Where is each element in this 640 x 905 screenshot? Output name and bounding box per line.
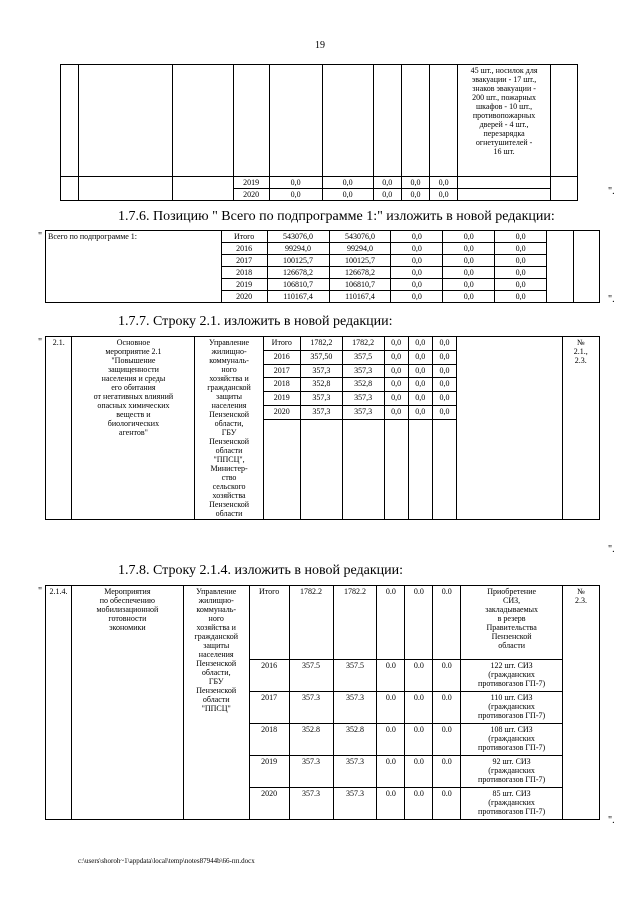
text-line: жилищно- [198, 596, 234, 605]
text-line: Правительства [486, 623, 537, 632]
text-line: мероприятие 2.1 [105, 347, 162, 356]
text-line: защиты [203, 641, 230, 650]
text-line: населения и среды [101, 374, 166, 383]
text-line: области [215, 509, 243, 518]
text-line: (гражданских [488, 670, 535, 679]
text-line: № [576, 338, 585, 347]
text-line: коммуналь- [196, 605, 237, 614]
text-line: хозяйства и [209, 374, 249, 383]
text-line: "ППСЦ", [213, 455, 245, 464]
text-line: 110 шт. СИЗ [490, 693, 533, 702]
note-cell [461, 756, 563, 788]
text-line: хозяйства [212, 491, 246, 500]
section-heading-1-7-7: 1.7.7. Строку 2.1. изложить в новой редакции: [118, 314, 393, 329]
measure-name [72, 337, 195, 520]
text-line: огнетушителей - [475, 138, 533, 147]
text-line: закладываемых [485, 605, 538, 614]
text-line: от негативных влияний [93, 392, 174, 401]
text-line: Управление [208, 338, 250, 347]
note-cell [458, 65, 551, 177]
text-line: 16 шт. [493, 147, 515, 156]
text-line: сельского [212, 482, 246, 491]
text-line: (гражданских [488, 766, 535, 775]
text-line: биологических [107, 419, 160, 428]
text-line: мобилизационной [96, 605, 159, 614]
text-line: ство [221, 473, 237, 482]
subprogram-total-table: Всего по подпрограмме 1: Итого 543076,0 543076,0 0,0 0,0 0,0 2016 99294,0 99294,0 0,0 0,0 0,0 2017 100125,7 100125,7 0,0 0,0 0,0 2018 126678,2 126678,2 0,0 0,0 0,0 2019 106810,7 106810,7 0,0 0,0 0,0 2020 110167,4 110167,4 0,0 0,0 0,0 [45, 230, 600, 303]
executor [183, 586, 249, 820]
text-line: Пензенской [196, 659, 237, 668]
text-line: экономики [109, 623, 146, 632]
text-line: области [202, 695, 230, 704]
text-line: населения [198, 650, 234, 659]
table-row: 2019 0,0 0,0 0,0 0,0 0,0 [61, 177, 578, 189]
text-line: агентов" [118, 428, 148, 437]
text-line: № [577, 587, 585, 596]
page-number: 19 [315, 40, 325, 51]
text-line: Управление [196, 587, 237, 596]
text-line: 2.3. [574, 356, 587, 365]
text-line: перезарядка [483, 129, 525, 138]
row-2-1-table: 2.1. Основное мероприятие 2.1 "Повышение защищенности населения и среды его обитания от негативных влияний опасных химических веществ и биологических агентов" Управление жилищно- коммуналь- ного хозяйства и гражданской защиты населения Пензенской области, ГБУ Пензенской области "ППСЦ", Министер- ство сельского хозяйства Пензенской области Итого 1782,2 1782,2 0,0 0,0 0,0 № 2.1., 2.3. 2016 357,50 357,5 0,0 0,0 0,0 2017 357,3 357,3 0,0 0,0 0,0 2018 352,8 352,8 0,0 0,0 0,0 2019 357,3 357,3 0,0 0,0 0,0 2020 357,3 357,3 0,0 0,0 0,0 [45, 336, 600, 520]
text-line: 92 шт. СИЗ [492, 757, 531, 766]
text-line: Пензенской [491, 632, 532, 641]
text-line: готовности [108, 614, 147, 623]
section-heading-1-7-8: 1.7.8. Строку 2.1.4. изложить в новой редакции: [118, 563, 404, 578]
text-line: 200 шт., пожарных [472, 93, 536, 102]
text-line: в резерв [497, 614, 526, 623]
text-line: Министер- [210, 464, 248, 473]
text-line: "Повышение [111, 356, 156, 365]
text-line: 2.1., [573, 347, 588, 356]
close-quote: ". [608, 544, 615, 555]
note-cell [461, 788, 563, 820]
text-line: противогазов ГП-7) [478, 711, 546, 720]
text-line: шкафов - 10 шт., [475, 102, 533, 111]
text-line: Пензенской [209, 410, 250, 419]
text-line: Мероприятия [104, 587, 151, 596]
text-line: защищенности [107, 365, 159, 374]
text-line: хозяйства и [196, 623, 236, 632]
text-line: жилищно- [211, 347, 247, 356]
text-line: ного [221, 365, 237, 374]
text-line: опасных химических [97, 401, 170, 410]
text-line: эвакуации - 17 шт., [471, 75, 537, 84]
text-line: 45 шт., носилок для [470, 66, 538, 75]
text-line: области, [201, 668, 231, 677]
text-line: Основное [116, 338, 151, 347]
note-cell [461, 724, 563, 756]
text-line: 122 шт. СИЗ [490, 661, 533, 670]
text-line: противогазов ГП-7) [478, 775, 546, 784]
text-line: ГБУ [221, 428, 237, 437]
table-row: 2020 0,0 0,0 0,0 0,0 0,0 [61, 189, 578, 201]
text-line: гражданской [194, 632, 238, 641]
measure-name [71, 586, 183, 820]
text-line: дверей - 4 шт., [479, 120, 529, 129]
note-cell [461, 692, 563, 724]
open-quote: " [38, 231, 43, 242]
text-line: Пензенской [196, 686, 237, 695]
reference [562, 337, 599, 520]
text-line: противопожарных [472, 111, 536, 120]
text-line: веществ и [116, 410, 151, 419]
text-line: (гражданских [488, 734, 535, 743]
row-number: 2.1.4. [46, 586, 72, 820]
text-line: (гражданских [488, 702, 535, 711]
file-path-footer: c:\users\shoroh~1\appdata\local\temp\notes87944b\66-пп.docx [78, 857, 255, 865]
text-line: Приобретение [487, 587, 537, 596]
text-line: Пензенской [209, 437, 250, 446]
text-line: его обитания [111, 383, 156, 392]
close-quote: ". [608, 815, 615, 826]
text-line: Пензенской [209, 500, 250, 509]
text-line: 85 шт. СИЗ [492, 789, 531, 798]
text-line: ного [208, 614, 224, 623]
text-line: гражданской [207, 383, 251, 392]
row-2-1-4-table: 2.1.4. Мероприятия по обеспечению мобилизационной готовности экономики Управление жилищно- коммуналь- ного хозяйства и гражданской защиты населения Пензенской области, ГБУ Пензенской области "ППСЦ" Итого 1782.2 1782.2 0.0 0.0 0.0 Приобретение СИЗ, закладываемых в резерв Правительства Пензенской области № 2.3. 2016 357.5 357.5 0.0 0.0 0.0 122 шт. СИЗ (гражданских противогазов ГП-7) 2017 357.3 357.3 0.0 0.0 0.0 110 шт. СИЗ (гражданских противогазов ГП-7) 2018 352.8 352.8 0.0 0.0 0.0 108 шт. СИЗ (гражданских противогазов ГП-7) 2019 357.3 357.3 0.0 0.0 0.0 92 шт. СИЗ (гражданских противогазов ГП-7) 2020 357.3 357.3 0.0 0.0 0.0 85 шт. СИЗ (гражданских противогазов ГП-7) [45, 585, 600, 820]
open-quote: " [38, 586, 43, 597]
row-number: 2.1. [46, 337, 72, 520]
text-line: ГБУ [208, 677, 224, 686]
text-line: населения [211, 401, 247, 410]
section-heading-1-7-6: 1.7.6. Позицию " Всего по подпрограмме 1:" изложить в новой редакции: [118, 209, 555, 224]
text-line: по обеспечению [99, 596, 156, 605]
text-line: противогазов ГП-7) [478, 807, 546, 816]
text-line: защиты [216, 392, 243, 401]
subprogram-label: Всего по подпрограмме 1: [46, 231, 222, 303]
text-line: коммуналь- [209, 356, 249, 365]
text-line: 108 шт. СИЗ [490, 725, 533, 734]
text-line: области [498, 641, 525, 650]
text-line: 2.3. [575, 596, 587, 605]
text-line: СИЗ, [503, 596, 521, 605]
close-quote: ". [608, 186, 615, 197]
executor [195, 337, 263, 520]
reference [563, 586, 600, 820]
text-line: (гражданских [488, 798, 535, 807]
text-line: противогазов ГП-7) [478, 743, 546, 752]
note-cell [461, 586, 563, 660]
close-quote: ". [608, 294, 615, 305]
text-line: знаков эвакуации - [472, 84, 536, 93]
text-line: "ППСЦ" [201, 704, 231, 713]
text-line: области [215, 446, 243, 455]
open-quote: " [38, 337, 43, 348]
text-line: противогазов ГП-7) [478, 679, 546, 688]
text-line: области, [214, 419, 244, 428]
note-cell [461, 660, 563, 692]
continuation-table [60, 64, 578, 201]
